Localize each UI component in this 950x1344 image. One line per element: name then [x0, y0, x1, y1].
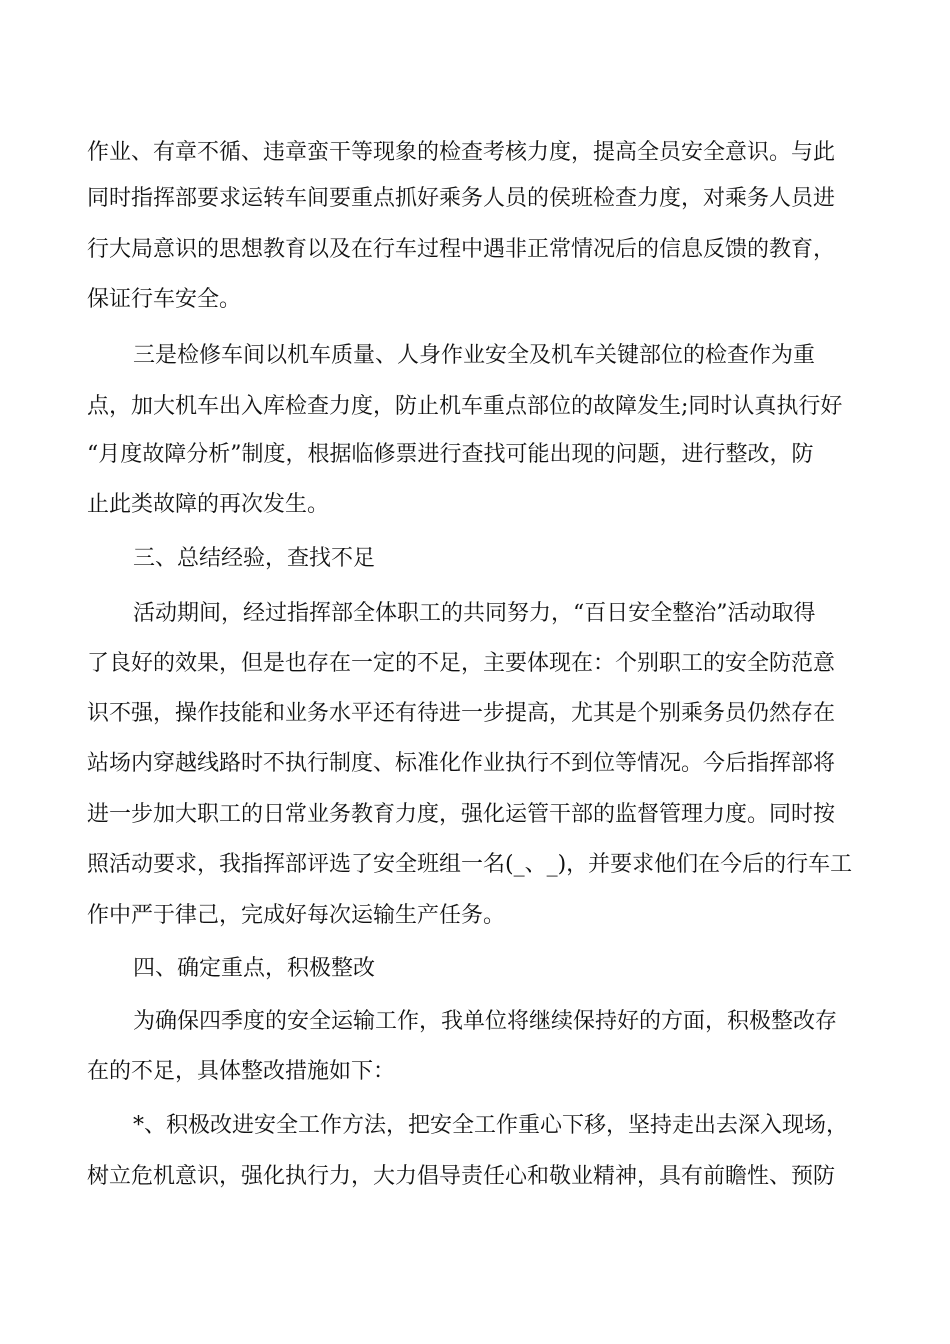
- paragraph-line: “月度故障分析”制度，根据临修票进行查找可能出现的问题，进行整改，防: [87, 442, 814, 467]
- section-heading: 四、确定重点，积极整改: [133, 956, 376, 981]
- paragraph-line: 在的不足，具体整改措施如下：: [87, 1059, 396, 1084]
- paragraph-line: 止此类故障的再次发生。: [87, 492, 330, 517]
- paragraph-line: 点，加大机车出入库检查力度，防止机车重点部位的故障发生;同时认真执行好: [87, 394, 843, 419]
- paragraph-line: 为确保四季度的安全运输工作，我单位将继续保持好的方面，积极整改存: [133, 1009, 838, 1034]
- paragraph-line: 了良好的效果，但是也存在一定的不足，主要体现在：个别职工的安全防范意: [87, 651, 836, 676]
- paragraph-line: 作中严于律己，完成好每次运输生产任务。: [87, 903, 506, 928]
- paragraph-line: 站场内穿越线路时不执行制度、标准化作业执行不到位等情况。今后指挥部将: [87, 751, 836, 776]
- paragraph-line: 同时指挥部要求运转车间要重点抓好乘务人员的侯班检查力度，对乘务人员进: [87, 186, 836, 211]
- paragraph-line: 活动期间，经过指挥部全体职工的共同努力，“百日安全整治”活动取得: [133, 601, 816, 626]
- paragraph-line: 进一步加大职工的日常业务教育力度，强化运管干部的监督管理力度。同时按: [87, 802, 836, 827]
- paragraph-line: 三是检修车间以机车质量、人身作业安全及机车关键部位的检查作为重: [133, 343, 816, 368]
- paragraph-line: 保证行车安全。: [87, 287, 242, 312]
- paragraph-line: 识不强，操作技能和业务水平还有待进一步提高，尤其是个别乘务员仍然存在: [87, 701, 836, 726]
- paragraph-line: 行大局意识的思想教育以及在行车过程中遇非正常情况后的信息反馈的教育，: [87, 237, 836, 262]
- paragraph-line: 照活动要求，我指挥部评选了安全班组一名(_、_)，并要求他们在今后的行车工: [87, 852, 853, 877]
- paragraph-line: 树立危机意识，强化执行力，大力倡导责任心和敬业精神，具有前瞻性、预防: [87, 1164, 836, 1189]
- paragraph-line: *、积极改进安全工作方法，把安全工作重心下移，坚持走出去深入现场，: [133, 1113, 849, 1138]
- section-heading: 三、总结经验，查找不足: [133, 546, 376, 571]
- paragraph-line: 作业、有章不循、违章蛮干等现象的检查考核力度，提高全员安全意识。与此: [87, 140, 836, 165]
